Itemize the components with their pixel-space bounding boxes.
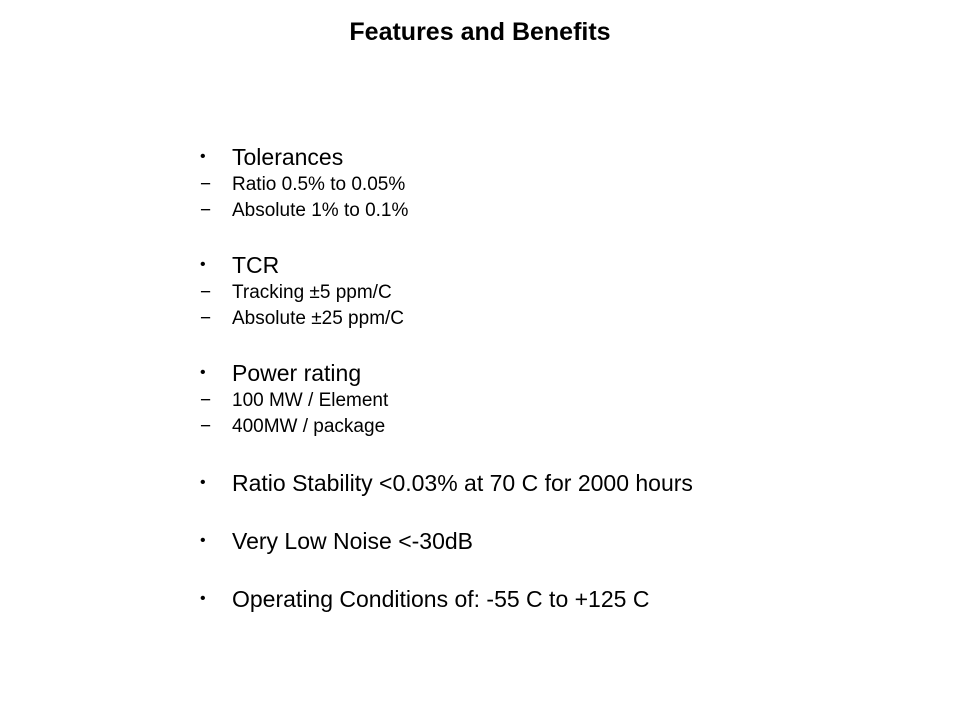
feature-list	[200, 142, 900, 614]
bullet-icon: •	[200, 474, 206, 491]
bullet-icon: •	[200, 256, 206, 273]
sub-bullet-item	[200, 414, 900, 440]
bullet-text: TCR	[232, 252, 280, 278]
sub-bullet-text: Absolute 1% to 0.1%	[232, 200, 409, 221]
bullet-icon: •	[200, 364, 206, 381]
sub-bullet-text: Absolute ±25 ppm/C	[232, 308, 405, 329]
feature-group-operating-conditions	[200, 584, 900, 614]
bullet-text: Operating Conditions of: -55 C to +125 C	[232, 586, 650, 612]
bullet-icon: •	[200, 148, 206, 165]
bullet-item	[200, 142, 900, 172]
dash-icon: −	[200, 416, 212, 437]
feature-group-tolerances	[200, 142, 900, 224]
dash-icon: −	[200, 200, 212, 221]
sub-bullet-text: 400MW / package	[232, 416, 386, 437]
dash-icon: −	[200, 174, 212, 195]
dash-icon: −	[200, 308, 212, 329]
slide-title: Features and Benefits	[349, 18, 611, 46]
sub-bullet-item	[200, 172, 900, 198]
bullet-text: Tolerances	[232, 144, 344, 170]
feature-group-power-rating	[200, 358, 900, 440]
feature-group-tcr	[200, 250, 900, 332]
bullet-text: Power rating	[232, 360, 362, 386]
feature-group-ratio-stability	[200, 468, 900, 498]
bullet-item	[200, 584, 900, 614]
bullet-text: Ratio Stability <0.03% at 70 C for 2000 hours	[232, 470, 693, 496]
sub-bullet-text: Ratio 0.5% to 0.05%	[232, 174, 406, 195]
bullet-item	[200, 250, 900, 280]
bullet-text: Very Low Noise <-30dB	[232, 528, 473, 554]
sub-bullet-text: 100 MW / Element	[232, 390, 389, 411]
feature-group-noise	[200, 526, 900, 556]
sub-bullet-item	[200, 198, 900, 224]
dash-icon: −	[200, 390, 212, 411]
sub-bullet-text: Tracking ±5 ppm/C	[232, 282, 392, 303]
bullet-item	[200, 468, 900, 498]
bullet-icon: •	[200, 590, 206, 607]
bullet-item	[200, 526, 900, 556]
sub-bullet-item	[200, 306, 900, 332]
sub-bullet-item	[200, 280, 900, 306]
bullet-item	[200, 358, 900, 388]
bullet-icon: •	[200, 532, 206, 549]
sub-bullet-item	[200, 388, 900, 414]
dash-icon: −	[200, 282, 212, 303]
